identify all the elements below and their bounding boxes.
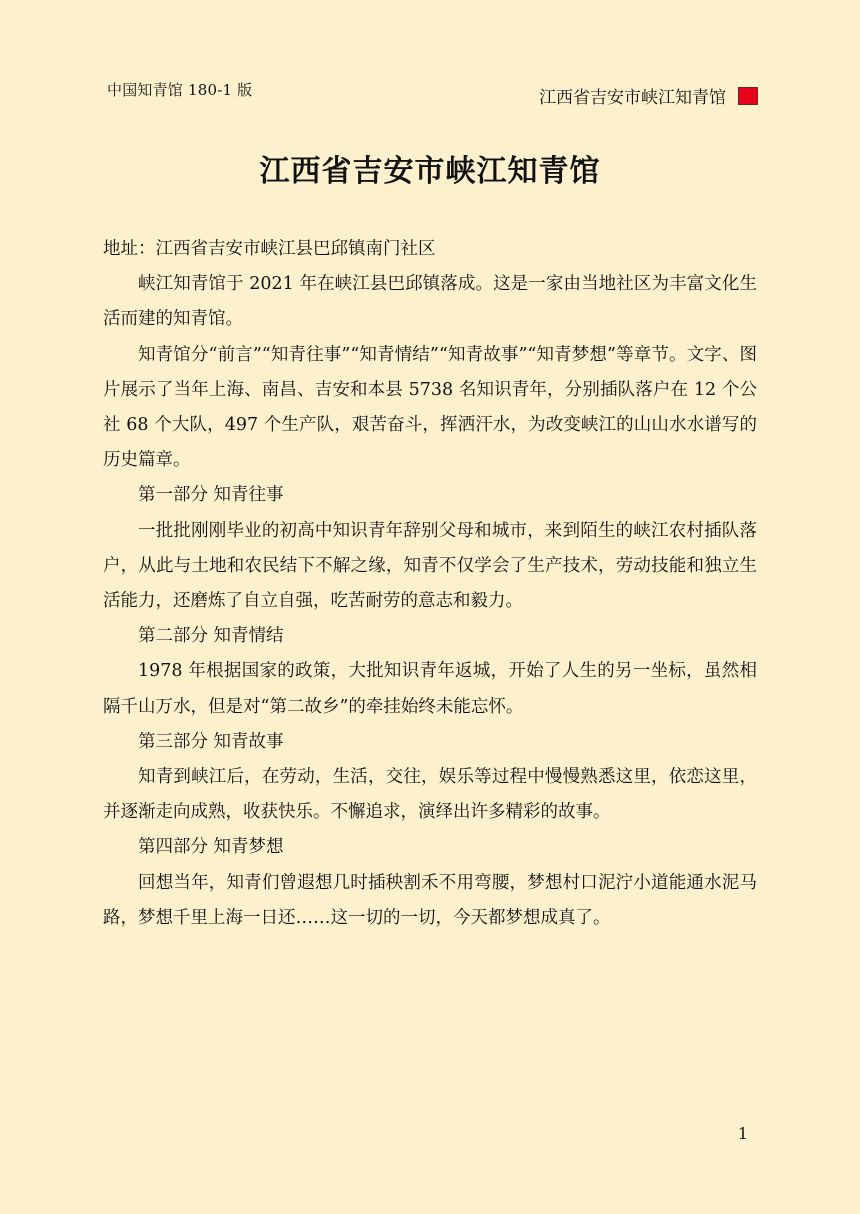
intro-paragraph: 峡江知青馆于 2021 年在峡江县巴邱镇落成。这是一家由当地社区为丰富文化生活而建的知青馆。 xyxy=(103,274,757,330)
header-site-block xyxy=(539,83,758,108)
overview-paragraph: 知青馆分“前言”“知青往事”“知青情结”“知青故事”“知青梦想”等章节。文字、图片展示了当年上海、南昌、吉安和本县 5738 名知识青年，分别插队落户在 12 个公社 68 个大队，497 个生产队，艰苦奋斗，挥洒汗水，为改变峡江的山山水水谱写的历史篇章。 xyxy=(103,344,757,471)
red-square-marker-icon xyxy=(738,87,758,105)
section-text: 知青到峡江后，在劳动，生活，交往，娱乐等过程中慢慢熟悉这里，依恋这里，并逐渐走向成熟，收获快乐。不懈追求，演绎出许多精彩的故事。 xyxy=(103,767,757,823)
document-body xyxy=(103,232,757,936)
section-text: 1978 年根据国家的政策，大批知识青年返城，开始了人生的另一坐标，虽然相隔千山万水，但是对“第二故乡”的牵挂始终未能忘怀。 xyxy=(103,661,757,717)
section-heading: 第三部分 知青故事 xyxy=(138,731,284,752)
page-number: 1 xyxy=(737,1124,748,1143)
header-site-name: 江西省吉安市峡江知青馆 xyxy=(539,88,726,108)
section-text: 回想当年，知青们曾遐想几时插秧割禾不用弯腰，梦想村口泥泞小道能通水泥马路，梦想千里上海一日还……这一切的一切，今天都梦想成真了。 xyxy=(103,872,757,928)
edition-label: 中国知青馆 180-1 版 xyxy=(107,81,253,99)
section-heading: 第四部分 知青梦想 xyxy=(138,837,284,858)
page-title: 江西省吉安市峡江知青馆 xyxy=(259,154,601,189)
section-heading: 第二部分 知青情结 xyxy=(138,626,284,647)
section-heading: 第一部分 知青往事 xyxy=(138,485,284,506)
address-line: 地址：江西省吉安市峡江县巴邱镇南门社区 xyxy=(103,239,436,259)
section-text: 一批批刚刚毕业的初高中知识青年辞别父母和城市，来到陌生的峡江农村插队落户，从此与土地和农民结下不解之缘，知青不仅学会了生产技术，劳动技能和独立生活能力，还磨炼了自立自强，吃苦耐劳的意志和毅力。 xyxy=(103,520,757,612)
